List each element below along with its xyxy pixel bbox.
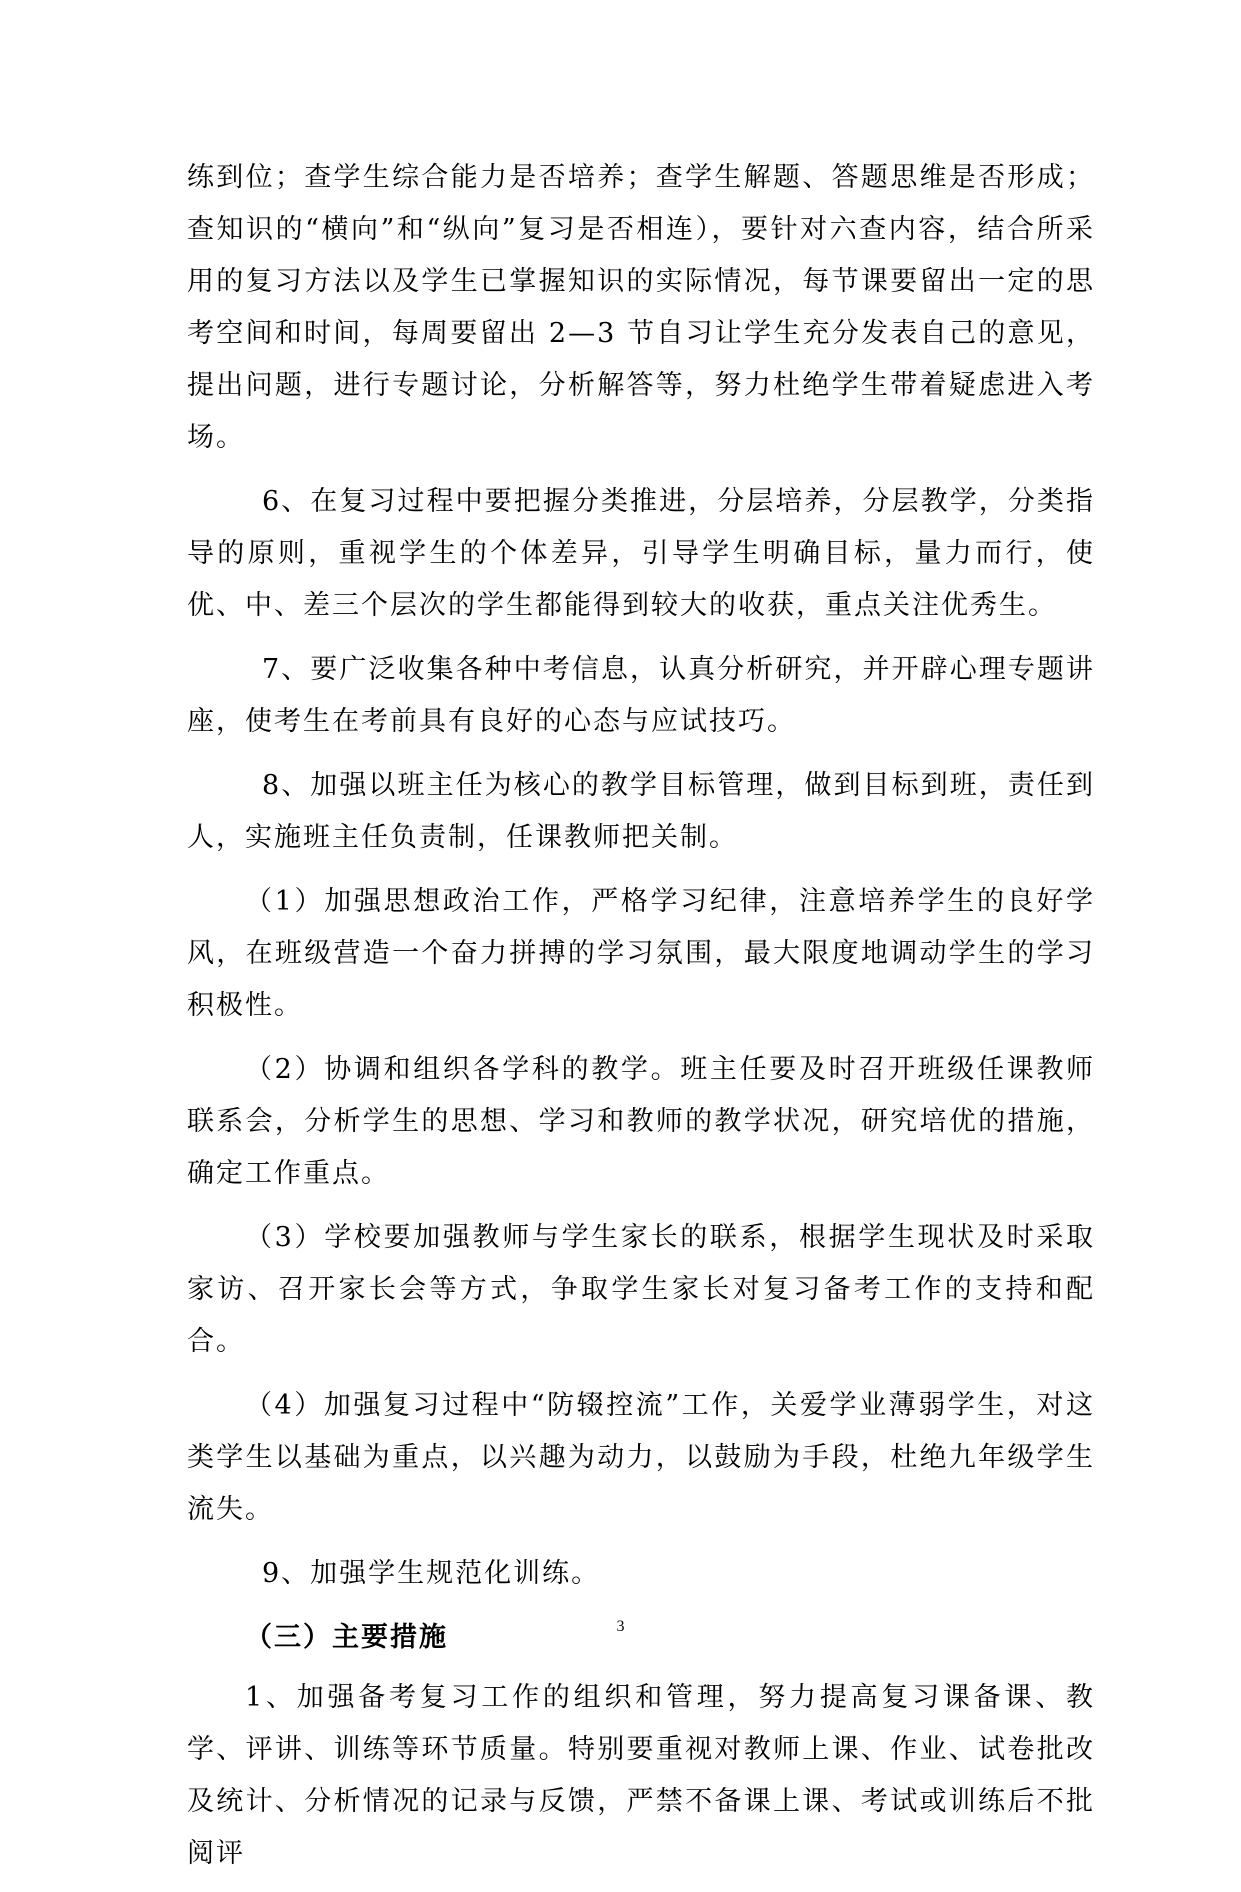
section-heading: （三）主要措施 (245, 1622, 448, 1653)
paragraph-sub-1: （1）加强思想政治工作，严格学习纪律，注意培养学生的良好学风，在班级营造一个奋力拼搏的学习氛围，最大限度地调动学生的学习积极性。 (187, 886, 1095, 1021)
paragraph-sub-3: （3）学校要加强教师与学生家长的联系，根据学生现状及时采取家访、召开家长会等方式，争取学生家长对复习备考工作的支持和配合。 (187, 1222, 1095, 1357)
paragraph-continuation: 练到位；查学生综合能力是否培养；查学生解题、答题思维是否形成；查知识的“横向”和“纵向”复习是否相连），要针对六查内容，结合所采用的复习方法以及学生已掌握知识的实际情况，每节课要留出一定的思考空间和时间，每周要留出 2—3 节自习让学生充分发表自己的意见，提出问题，进行专题讨论，分析解答等，努力杜绝学生带着疑虑进入考场。 (187, 162, 1095, 453)
paragraph-measure-1: 1、加强备考复习工作的组织和管理，努力提高复习课备课、教学、评讲、训练等环节质量。特别要重视对教师上课、作业、试卷批改及统计、分析情况的记录与反馈，严禁不备课上课、考试或训练后不批阅评 (187, 1682, 1095, 1869)
paragraph-sub-2: （2）协调和组织各学科的教学。班主任要及时召开班级任课教师联系会，分析学生的思想、学习和教师的教学状况，研究培优的措施，确定工作重点。 (187, 1054, 1095, 1189)
paragraph-item-9: 9、加强学生规范化训练。 (262, 1558, 601, 1589)
paragraph-item-7: 7、要广泛收集各种中考信息，认真分析研究，并开辟心理专题讲座，使考生在考前具有良好的心态与应试技巧。 (187, 654, 1095, 737)
paragraph-sub-4: （4）加强复习过程中“防辍控流”工作，关爱学业薄弱学生，对这类学生以基础为重点，以兴趣为动力，以鼓励为手段，杜绝九年级学生流失。 (187, 1390, 1095, 1525)
page-number: 3 (616, 1618, 625, 1635)
paragraph-item-6: 6、在复习过程中要把握分类推进，分层培养，分层教学，分类指导的原则，重视学生的个体差异，引导学生明确目标，量力而行，使优、中、差三个层次的学生都能得到较大的收获，重点关注优秀生。 (187, 486, 1095, 621)
paragraph-item-8: 8、加强以班主任为核心的教学目标管理，做到目标到班，责任到人，实施班主任负责制，任课教师把关制。 (187, 770, 1095, 853)
